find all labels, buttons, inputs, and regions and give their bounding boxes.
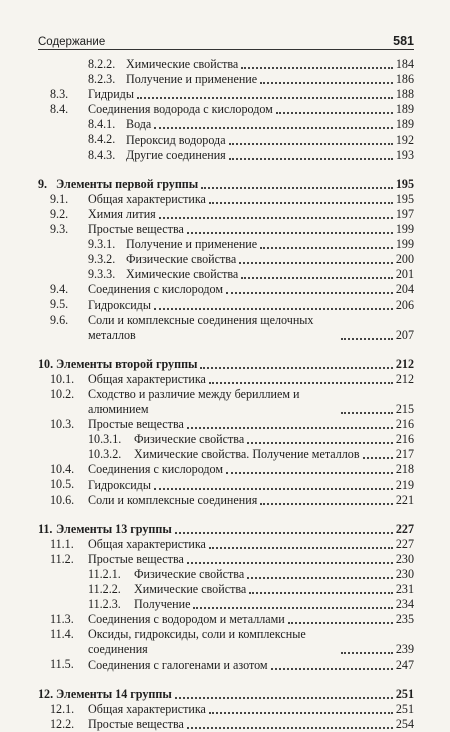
toc-entry-page: 212 [395,356,414,371]
dot-leader [193,606,392,609]
toc-entry[interactable] [38,207,414,222]
toc-entry-title: Другие соединения [126,147,226,162]
toc-entry-number: 12.2. [50,716,75,731]
toc-entry[interactable] [38,267,414,282]
toc-entry-number: 8.2.2. [88,57,116,71]
toc-entry-title: Элементы второй группы [56,356,198,371]
toc-entry-page: 199 [395,237,414,252]
toc-entry-title: Простые вещества [88,716,184,731]
toc-entry[interactable] [38,117,414,132]
toc-entry-title: Общая характеристика [88,536,206,551]
toc-entry-page: 201 [395,267,414,282]
dot-leader [209,546,393,549]
toc-entry-title: Химические свойства [126,267,239,282]
toc-entry[interactable] [38,432,414,447]
toc-entry-title: Получение и применение [126,237,258,252]
toc-entry[interactable] [38,57,414,72]
toc-entry-page: 186 [395,72,414,87]
dot-leader [229,157,393,160]
toc-entry-title: Элементы первой группы [56,176,199,191]
dot-leader [341,411,393,414]
dot-leader [260,502,393,505]
toc-entry-title: Гидроксиды [88,297,151,312]
toc-entry-title: Химические свойства [126,57,239,72]
toc-entry-page: 204 [395,282,414,297]
dot-leader [209,711,393,714]
dot-leader [137,96,393,99]
toc-entry-number: 10. [38,356,54,371]
dot-leader [341,651,393,654]
toc-entry-number: 12.1. [50,701,75,716]
toc-entry-number: 10.3.2. [88,447,122,462]
dot-leader [247,576,393,579]
toc-entry-number: 11.2. [50,551,74,566]
toc-entry[interactable] [38,477,414,492]
toc-entry-page: 207 [395,327,414,342]
toc-entry-number: 9.3.2. [88,252,116,267]
dot-leader [241,66,393,69]
toc-entry-number: 12. [38,686,54,701]
toc-entry-title: Соединения с водородом и металлами [88,612,285,627]
toc-entry-number: 10.6. [50,492,75,507]
toc-entry-number: 9.3.1. [88,237,116,252]
toc-entry-title: Элементы 14 группы [56,686,172,701]
toc-entry-number: 11.4. [50,627,74,642]
header-rule [38,49,414,50]
toc-entry-title: Соединения с галогенами и азотом [88,657,268,672]
toc-entry-number: 9.4. [50,282,69,297]
toc-entry-number: 11.2.1. [88,566,121,581]
toc-entry-page: 221 [395,492,414,507]
toc-entry-title: Соли и комплексные соединения [88,492,258,507]
dot-leader [276,111,393,114]
toc-entry-title: Общая характеристика [88,371,206,386]
toc-entry-number: 11. [38,521,53,536]
toc-entry[interactable] [38,282,414,297]
dot-leader [200,366,392,369]
dot-leader [229,142,393,145]
dot-leader [226,471,393,474]
toc-entry-number: 10.5. [50,477,75,492]
toc-entry-page: 231 [395,582,414,597]
toc-chapter-entry[interactable] [38,357,414,372]
toc-entry[interactable] [38,493,414,508]
toc-entry-page: 230 [395,567,414,581]
dot-leader [175,531,393,534]
toc-entry-title: Химические свойства. Получение металлов [134,447,360,462]
toc-entry-number: 11.2.2. [88,582,121,596]
toc-entry-page: 251 [395,686,414,701]
toc-entry-page: 218 [395,462,414,477]
toc-entry[interactable] [38,132,414,147]
toc-entry-title: Соединения водорода с кислородом [88,102,273,117]
toc-entry[interactable] [38,552,414,567]
toc-entry-page: 239 [395,642,414,657]
toc-entry-title: Химические свойства [134,582,247,597]
toc-entry-page: 227 [395,521,414,536]
toc-entry-page: 192 [395,132,414,147]
dot-leader [209,201,393,204]
dot-leader [249,591,393,594]
dot-leader [209,381,393,384]
dot-leader [247,441,393,444]
toc-entry-page: 206 [395,297,414,312]
toc-entry-title: Физические свойства [134,567,245,581]
toc-entry-page: 254 [395,716,414,731]
toc-entry-page: 251 [395,701,414,716]
toc-entry[interactable] [38,148,414,163]
toc-entry[interactable] [38,657,414,672]
toc-entry[interactable] [38,537,414,552]
toc-entry-number: 9.3. [50,221,69,236]
toc-entry[interactable] [38,387,414,417]
toc-chapter-entry[interactable] [38,687,414,702]
toc-entry-page: 216 [395,417,414,432]
dot-leader [154,487,393,490]
dot-leader [288,621,393,624]
toc-entry-title: Физические свойства [126,252,237,267]
dot-leader [187,726,393,729]
toc-entry-number: 10.4. [50,462,75,477]
toc-entry-number: 10.3.1. [88,432,122,447]
toc-entry[interactable] [38,252,414,267]
dot-leader [201,186,393,189]
dot-leader [154,307,393,310]
section-gap [38,343,414,357]
toc-entry-page: 199 [395,222,414,237]
section-gap [38,673,414,687]
toc-entry[interactable] [38,417,414,432]
toc-entry-title: Гидроксиды [88,477,151,492]
toc-entry[interactable] [38,717,414,732]
toc-entry-title: Оксиды, гидроксиды, соли и комплексные соединения [88,627,306,657]
toc-entry-title: Простые вещества [88,417,184,432]
toc-entry-number: 11.2.3. [88,597,121,612]
toc-entry-number: 11.1. [50,536,74,551]
toc-entry[interactable] [38,192,414,207]
toc-entry[interactable] [38,702,414,717]
dot-leader [271,667,393,670]
dot-leader [175,696,393,699]
dot-leader [341,337,393,340]
toc-entry-page: 184 [395,57,414,72]
running-header [38,30,414,48]
toc-chapter-entry[interactable] [38,177,414,192]
toc-entry-title: Простые вещества [88,551,184,566]
dot-leader [154,126,393,129]
toc-entry[interactable] [38,582,414,597]
toc-entry-title: Пероксид водорода [126,132,226,147]
toc-entry-title: Общая характеристика [88,701,206,716]
toc-entry-number: 9.1. [50,191,69,206]
dot-leader [260,81,393,84]
toc-entry-number: 9.5. [50,297,69,312]
toc-entry-page: 234 [395,597,414,612]
toc-entry-number: 9.3.3. [88,267,116,282]
toc-entry[interactable] [38,447,414,462]
toc-entry-page: 193 [395,147,414,162]
toc-entry-page: 235 [395,612,414,627]
table-of-contents [38,57,414,732]
toc-entry-number: 8.4.1. [88,117,116,132]
toc-entry-page: 216 [395,432,414,447]
toc-entry[interactable] [38,567,414,582]
toc-entry-title: Химия лития [88,206,156,221]
toc-entry-page: 215 [395,402,414,417]
toc-entry-title: Простые вещества [88,222,184,237]
toc-entry-page: 227 [395,536,414,551]
toc-entry-number: 11.3. [50,612,74,627]
dot-leader [260,246,393,249]
toc-entry[interactable] [38,102,414,117]
dot-leader [187,426,393,429]
toc-entry-title: Вода [126,117,152,132]
toc-entry-page: 212 [395,371,414,386]
dot-leader [226,291,393,294]
toc-entry-title: Элементы 13 группы [56,521,172,536]
dot-leader [241,276,393,279]
toc-entry[interactable] [38,222,414,237]
toc-entry-number: 8.4.3. [88,147,116,162]
toc-entry-page: 195 [395,176,414,191]
toc-entry-title: Сходство и различие между бериллием и алюминием [88,386,300,416]
toc-entry[interactable] [38,612,414,627]
toc-entry[interactable] [38,72,414,87]
dot-leader [363,456,393,459]
dot-leader [239,261,393,264]
toc-entry-number: 11.5. [50,657,74,672]
toc-entry-page: 197 [395,206,414,221]
toc-entry[interactable] [38,87,414,102]
toc-entry[interactable] [38,372,414,387]
toc-chapter-entry[interactable] [38,522,414,537]
toc-entry-number: 10.1. [50,371,75,386]
dot-leader [159,216,393,219]
header-page-number: 581 [393,34,414,48]
toc-entry-page: 217 [395,447,414,462]
toc-entry-number: 10.3. [50,417,75,432]
dot-leader [187,561,393,564]
toc-entry-title: Получение и применение [126,72,258,87]
toc-entry-title: Гидриды [88,87,134,102]
section-gap [38,163,414,177]
toc-entry-page: 189 [395,117,414,132]
toc-entry-number: 10.2. [50,386,75,401]
toc-entry-title: Общая характеристика [88,191,206,206]
toc-entry-page: 200 [395,252,414,267]
header-title: Содержание [38,36,106,48]
toc-entry-number: 9.2. [50,206,69,221]
toc-entry[interactable] [38,627,414,657]
toc-entry-number: 8.4. [50,102,69,117]
toc-entry-title: Физические свойства [134,432,245,447]
toc-entry-page: 230 [395,551,414,566]
toc-entry-page: 189 [395,102,414,117]
toc-entry-title: Соединения с кислородом [88,282,224,297]
toc-entry[interactable] [38,462,414,477]
toc-entry[interactable] [38,597,414,612]
toc-entry[interactable] [38,237,414,252]
toc-entry-page: 219 [395,477,414,492]
toc-entry-title: Соли и комплексные соединения щелочных металлов [88,312,314,342]
section-gap [38,508,414,522]
toc-entry-page: 188 [395,87,414,102]
toc-entry-number: 9. [38,176,48,191]
toc-entry-number: 8.3. [50,87,69,102]
toc-entry-number: 8.2.3. [88,72,116,87]
toc-entry-number: 9.6. [50,312,69,327]
toc-entry-title: Соединения с кислородом [88,462,224,477]
toc-entry-number: 8.4.2. [88,132,116,147]
toc-entry-page: 195 [395,191,414,206]
toc-entry[interactable] [38,313,414,343]
toc-entry[interactable] [38,297,414,312]
toc-entry-title: Получение [134,597,191,612]
toc-entry-page: 247 [395,657,414,672]
dot-leader [187,231,393,234]
